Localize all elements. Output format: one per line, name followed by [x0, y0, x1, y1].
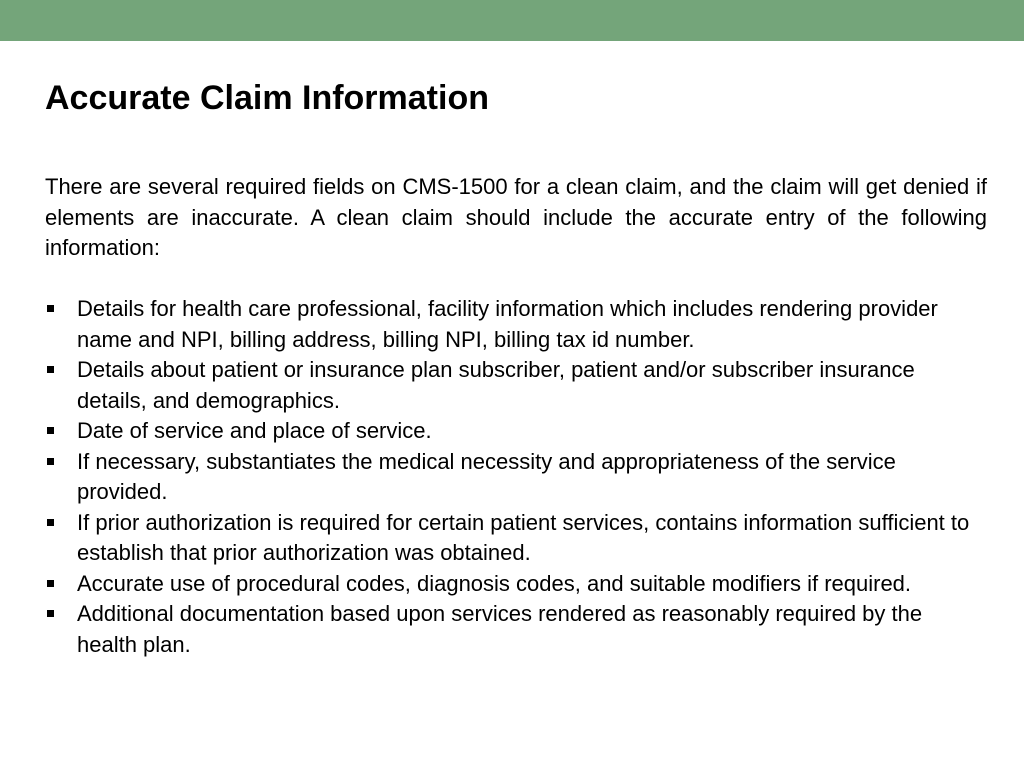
bullet-text: Details about patient or insurance plan subscriber, patient and/or subscriber insurance details, and demographics.: [77, 357, 915, 413]
bullet-item: [45, 508, 987, 569]
square-bullet-icon: [47, 305, 54, 312]
bullet-text: If necessary, substantiates the medical necessity and appropriateness of the service provided.: [77, 448, 896, 504]
square-bullet-icon: [47, 580, 54, 587]
bullet-text: Date of service and place of service.: [77, 418, 432, 443]
bullet-item: [45, 294, 987, 355]
bullet-item: [45, 599, 987, 660]
bullet-list: [45, 294, 987, 660]
intro-paragraph: There are several required fields on CMS-1500 for a clean claim, and the claim will get denied if elements are inaccurate. A clean claim should include the accurate entry of the following information:: [45, 174, 987, 260]
bullet-text: Accurate use of procedural codes, diagnosis codes, and suitable modifiers if required.: [77, 570, 912, 596]
square-bullet-icon: [47, 519, 54, 526]
bullet-text: Details for health care professional, facility information which includes rendering provider name and NPI, billing address, billing NPI, billing tax id number.: [77, 296, 938, 352]
bullet-item: [45, 447, 987, 508]
slide-title: Accurate Claim Information: [45, 79, 489, 117]
bullet-item: [45, 569, 987, 600]
square-bullet-icon: [47, 427, 54, 434]
square-bullet-icon: [47, 610, 54, 617]
bullet-item: [45, 355, 987, 416]
square-bullet-icon: [47, 458, 54, 465]
bullet-item: [45, 416, 987, 447]
bullet-text: Additional documentation based upon services rendered as reasonably required by the health plan.: [77, 601, 923, 657]
square-bullet-icon: [47, 366, 54, 373]
bullet-text: If prior authorization is required for certain patient services, contains information sufficient to establish that prior authorization was obtained.: [77, 509, 970, 565]
header-bar: [0, 0, 1024, 41]
